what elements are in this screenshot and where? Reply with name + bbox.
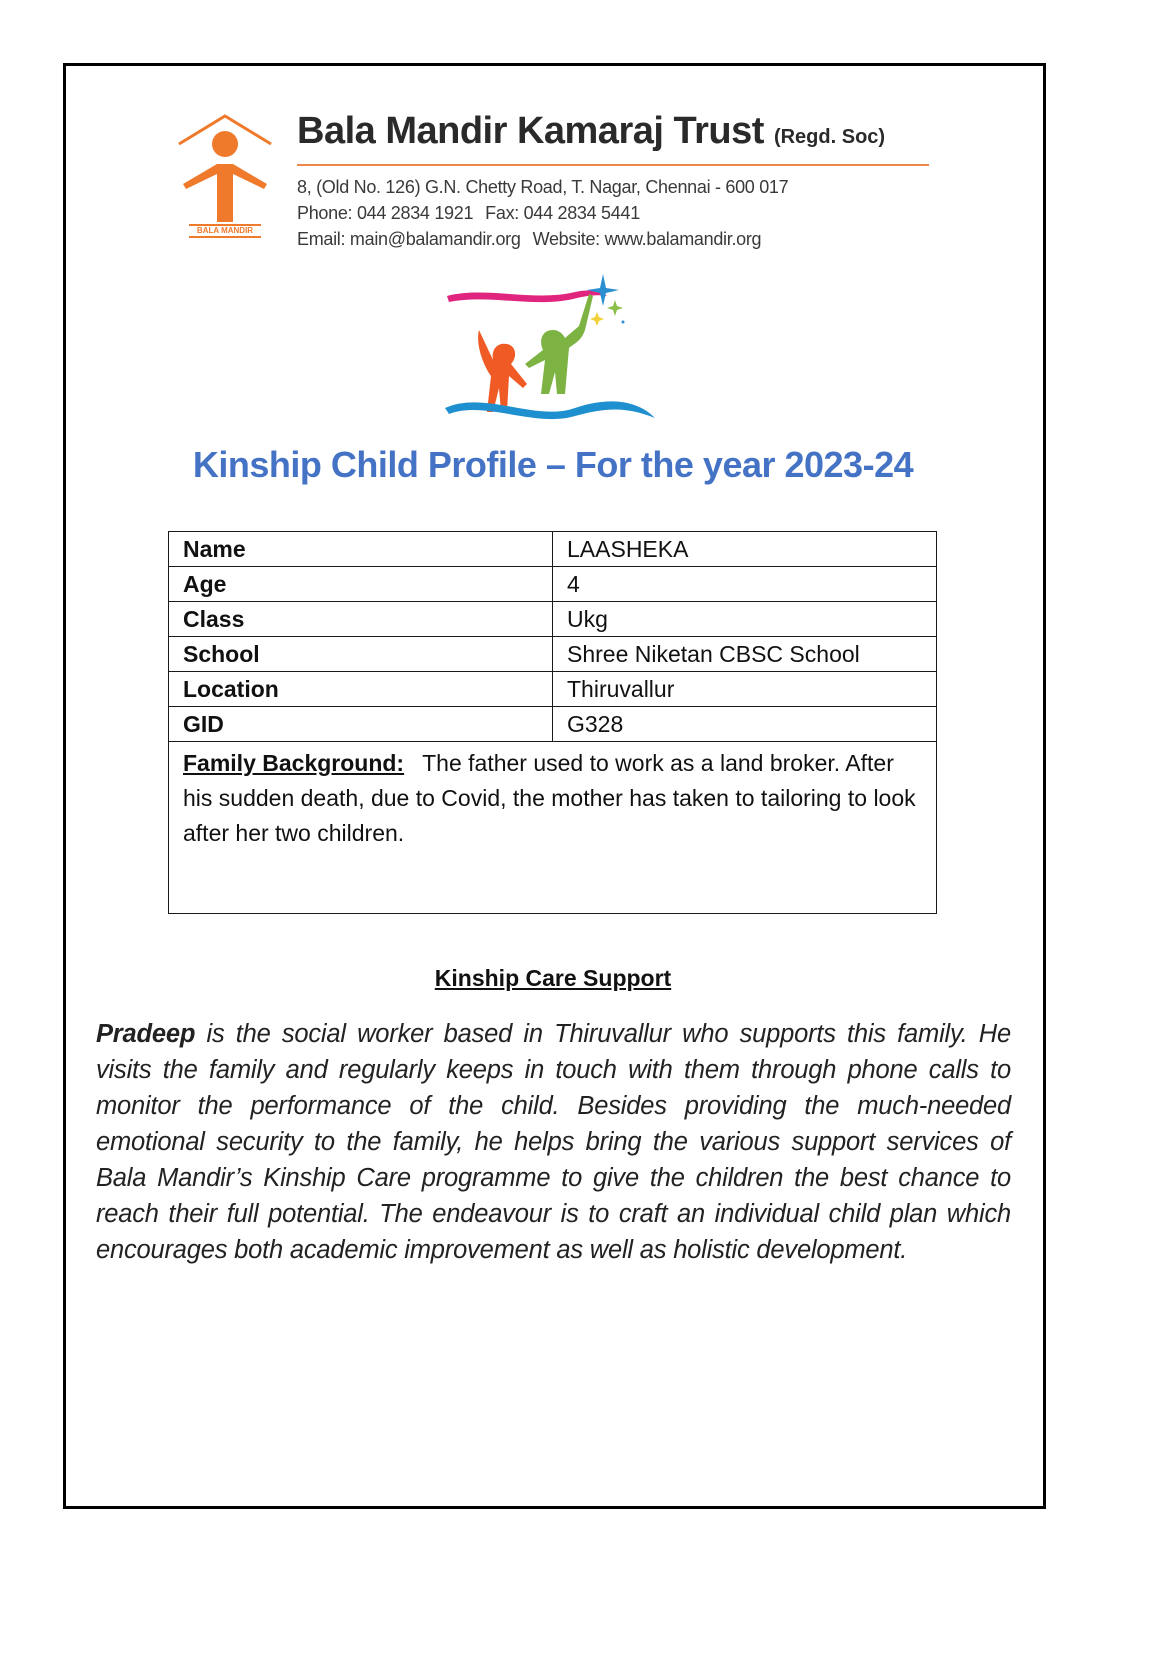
field-value-location: Thiruvallur [553,672,937,707]
family-background-row [169,742,937,914]
field-value-age: 4 [553,567,937,602]
field-label: School [169,637,553,672]
family-background-label: Family Background: [183,750,405,776]
family-background-text: The father used to work as a land broker. After his sudden death, due to Covid, the mother has taken to tailoring to look after her two children. [183,750,916,846]
page-title: Kinship Child Profile – For the year 2023-24 [192,444,914,485]
table-row [169,672,937,707]
org-name: Bala Mandir Kamaraj Trust (Regd. Soc) [297,110,886,152]
support-paragraph [96,1016,1011,1268]
bala-mandir-logo-icon [175,112,275,242]
section-heading-kinship-care-support: Kinship Care Support [434,965,672,991]
field-label: GID [169,707,553,742]
org-phone-fax [297,200,937,226]
org-phone: Phone: 044 2834 1921 [297,203,474,223]
field-label: Class [169,602,553,637]
field-label: Name [169,532,553,567]
field-value-gid: G328 [553,707,937,742]
field-value-name: LAASHEKA [553,532,937,567]
table-row [169,637,937,672]
field-value-class: Ukg [553,602,937,637]
field-label: Location [169,672,553,707]
letterhead [175,108,935,248]
org-details [297,108,937,252]
table-row [169,532,937,567]
family-background-cell [169,742,937,914]
svg-text:BALA MANDIR: BALA MANDIR [196,226,254,235]
org-contact [297,226,937,252]
table-row [169,567,937,602]
field-value-school: Shree Niketan CBSC School [553,637,937,672]
org-address: 8, (Old No. 126) G.N. Chetty Road, T. Nagar, Chennai - 600 017 [297,177,789,197]
org-divider [297,164,929,166]
org-website[interactable]: Website: www.balamandir.org [532,229,762,249]
org-email[interactable]: Email: main@balamandir.org [297,229,521,249]
table-row [169,707,937,742]
support-text: is the social worker based in Thiruvallur who supports this family. He visits the family and regularly keeps in touch with them through phone calls to monitor the performance of the child. Besides providing the much-needed emotional security to the family, he helps bring the various support services of Bala Mandir’s Kinship Care programme to give the children the best chance to reach their full potential. The endeavour is to craft an individual child plan which encourages both academic improvement as well as holistic development. [96,1020,1011,1264]
social-worker-name: Pradeep [96,1020,196,1048]
table-row [169,602,937,637]
children-reaching-stars-icon [445,272,655,424]
org-registration: (Regd. Soc) [773,126,886,148]
org-fax: Fax: 044 2834 5441 [485,203,640,223]
field-label: Age [169,567,553,602]
child-profile-table [168,531,937,914]
